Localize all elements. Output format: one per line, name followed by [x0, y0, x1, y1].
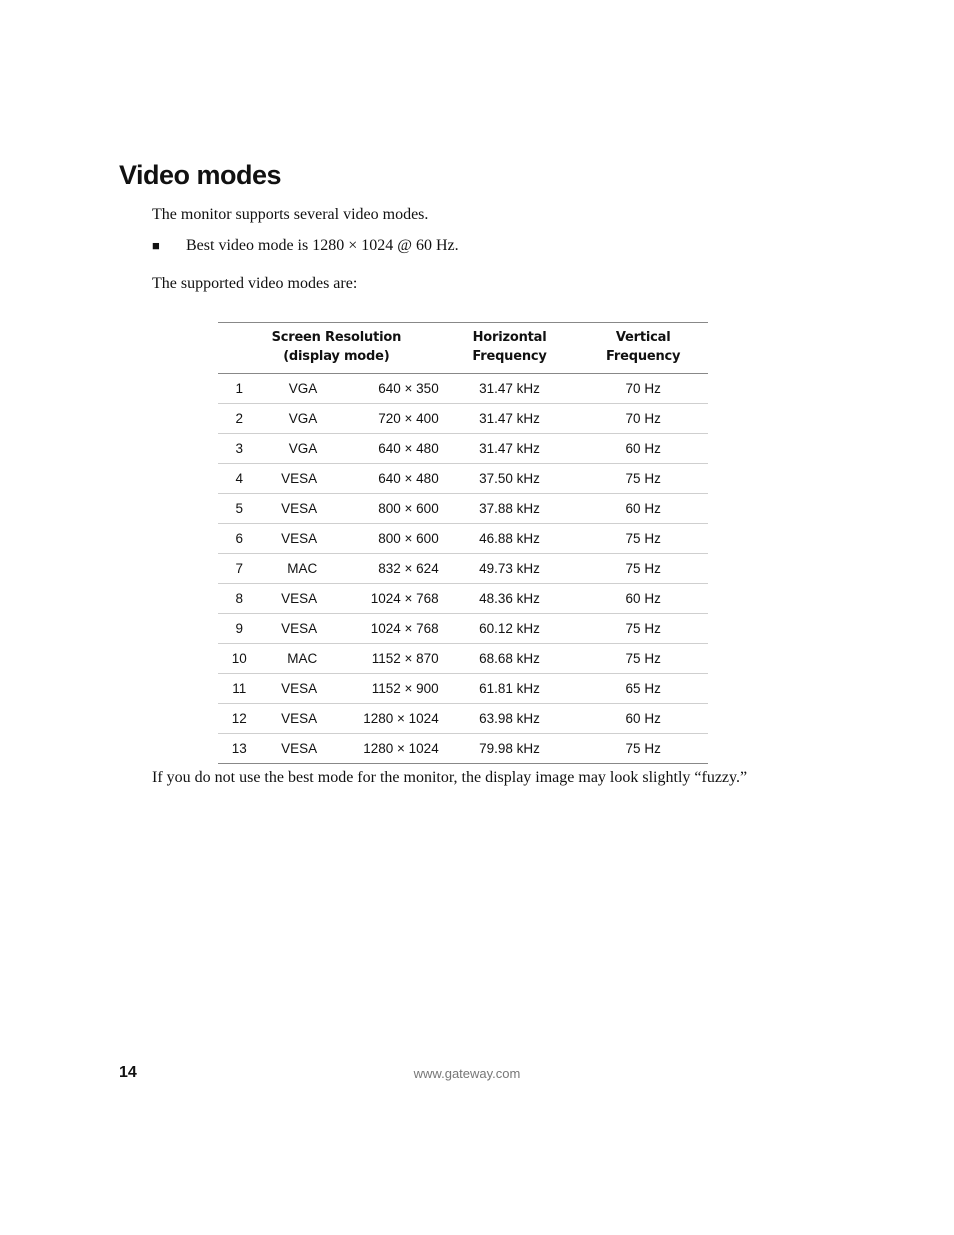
cell-vertical-frequency: 60 Hz	[578, 494, 708, 524]
cell-standard: VGA	[261, 404, 318, 434]
cell-horizontal-frequency: 49.73 kHz	[441, 554, 579, 584]
cell-standard: VESA	[261, 674, 318, 704]
table-row	[218, 494, 708, 524]
cell-standard: VESA	[261, 614, 318, 644]
cell-standard: VGA	[261, 434, 318, 464]
video-modes-table	[218, 322, 708, 764]
cell-standard: VESA	[261, 464, 318, 494]
table-row	[218, 614, 708, 644]
table-row	[218, 524, 708, 554]
lead-paragraph: The supported video modes are:	[152, 275, 358, 292]
header-vertical-line1: Vertical	[615, 330, 671, 345]
cell-horizontal-frequency: 31.47 kHz	[441, 434, 579, 464]
header-resolution-line2: (display mode)	[283, 349, 390, 364]
cell-resolution: 800 × 600	[317, 494, 441, 524]
cell-standard: VESA	[261, 704, 318, 734]
cell-horizontal-frequency: 63.98 kHz	[441, 704, 579, 734]
cell-resolution: 800 × 600	[317, 524, 441, 554]
cell-resolution: 720 × 400	[317, 404, 441, 434]
cell-vertical-frequency: 75 Hz	[578, 464, 708, 494]
cell-horizontal-frequency: 46.88 kHz	[441, 524, 579, 554]
cell-vertical-frequency: 60 Hz	[578, 704, 708, 734]
cell-horizontal-frequency: 68.68 kHz	[441, 644, 579, 674]
cell-vertical-frequency: 70 Hz	[578, 404, 708, 434]
intro-paragraph: The monitor supports several video modes.	[152, 206, 429, 223]
cell-standard: MAC	[261, 644, 318, 674]
cell-standard: VESA	[261, 584, 318, 614]
table-row	[218, 704, 708, 734]
table-row	[218, 374, 708, 404]
header-vertical-frequency	[578, 323, 708, 374]
header-horizontal-line2: Frequency	[472, 349, 547, 364]
cell-standard: VESA	[261, 734, 318, 764]
footer-url: www.gateway.com	[413, 1066, 521, 1081]
cell-resolution: 1280 × 1024	[317, 734, 441, 764]
table-row	[218, 644, 708, 674]
header-horizontal-frequency	[441, 323, 579, 374]
cell-standard: VESA	[261, 524, 318, 554]
table-row	[218, 404, 708, 434]
cell-mode-number: 4	[218, 464, 261, 494]
cell-vertical-frequency: 75 Hz	[578, 554, 708, 584]
header-resolution-line1: Screen Resolution	[271, 330, 402, 345]
cell-mode-number: 1	[218, 374, 261, 404]
table-header-row	[218, 323, 708, 374]
cell-mode-number: 12	[218, 704, 261, 734]
cell-vertical-frequency: 75 Hz	[578, 524, 708, 554]
cell-resolution: 1280 × 1024	[317, 704, 441, 734]
cell-mode-number: 5	[218, 494, 261, 524]
table-row	[218, 734, 708, 764]
cell-resolution: 1024 × 768	[317, 614, 441, 644]
table-row	[218, 584, 708, 614]
cell-vertical-frequency: 60 Hz	[578, 584, 708, 614]
header-screen-resolution	[218, 323, 441, 374]
square-bullet-icon: ■	[152, 238, 160, 253]
cell-mode-number: 3	[218, 434, 261, 464]
cell-mode-number: 9	[218, 614, 261, 644]
table-row	[218, 554, 708, 584]
outro-paragraph: If you do not use the best mode for the monitor, the display image may look slightly “fuzzy.”	[152, 769, 748, 786]
cell-vertical-frequency: 75 Hz	[578, 614, 708, 644]
table-header	[218, 323, 708, 374]
page-title: Video modes	[119, 160, 282, 190]
cell-vertical-frequency: 70 Hz	[578, 374, 708, 404]
cell-mode-number: 2	[218, 404, 261, 434]
cell-horizontal-frequency: 60.12 kHz	[441, 614, 579, 644]
cell-resolution: 832 × 624	[317, 554, 441, 584]
table-row	[218, 434, 708, 464]
cell-standard: MAC	[261, 554, 318, 584]
cell-vertical-frequency: 60 Hz	[578, 434, 708, 464]
cell-horizontal-frequency: 79.98 kHz	[441, 734, 579, 764]
header-vertical-line2: Frequency	[606, 349, 681, 364]
cell-vertical-frequency: 75 Hz	[578, 644, 708, 674]
table-row	[218, 674, 708, 704]
cell-mode-number: 13	[218, 734, 261, 764]
header-horizontal-line1: Horizontal	[472, 330, 547, 345]
cell-horizontal-frequency: 37.88 kHz	[441, 494, 579, 524]
cell-standard: VGA	[261, 374, 318, 404]
table-row	[218, 464, 708, 494]
cell-resolution: 640 × 350	[317, 374, 441, 404]
cell-resolution: 640 × 480	[317, 434, 441, 464]
cell-resolution: 1152 × 900	[317, 674, 441, 704]
cell-horizontal-frequency: 31.47 kHz	[441, 374, 579, 404]
table-body	[218, 374, 708, 764]
cell-vertical-frequency: 65 Hz	[578, 674, 708, 704]
cell-horizontal-frequency: 31.47 kHz	[441, 404, 579, 434]
bullet-text: Best video mode is 1280 × 1024 @ 60 Hz.	[186, 237, 459, 254]
cell-mode-number: 11	[218, 674, 261, 704]
cell-standard: VESA	[261, 494, 318, 524]
cell-horizontal-frequency: 61.81 kHz	[441, 674, 579, 704]
cell-mode-number: 10	[218, 644, 261, 674]
page-number: 14	[119, 1064, 137, 1081]
cell-mode-number: 6	[218, 524, 261, 554]
cell-mode-number: 7	[218, 554, 261, 584]
cell-mode-number: 8	[218, 584, 261, 614]
cell-resolution: 640 × 480	[317, 464, 441, 494]
cell-resolution: 1152 × 870	[317, 644, 441, 674]
cell-resolution: 1024 × 768	[317, 584, 441, 614]
cell-horizontal-frequency: 37.50 kHz	[441, 464, 579, 494]
cell-vertical-frequency: 75 Hz	[578, 734, 708, 764]
cell-horizontal-frequency: 48.36 kHz	[441, 584, 579, 614]
